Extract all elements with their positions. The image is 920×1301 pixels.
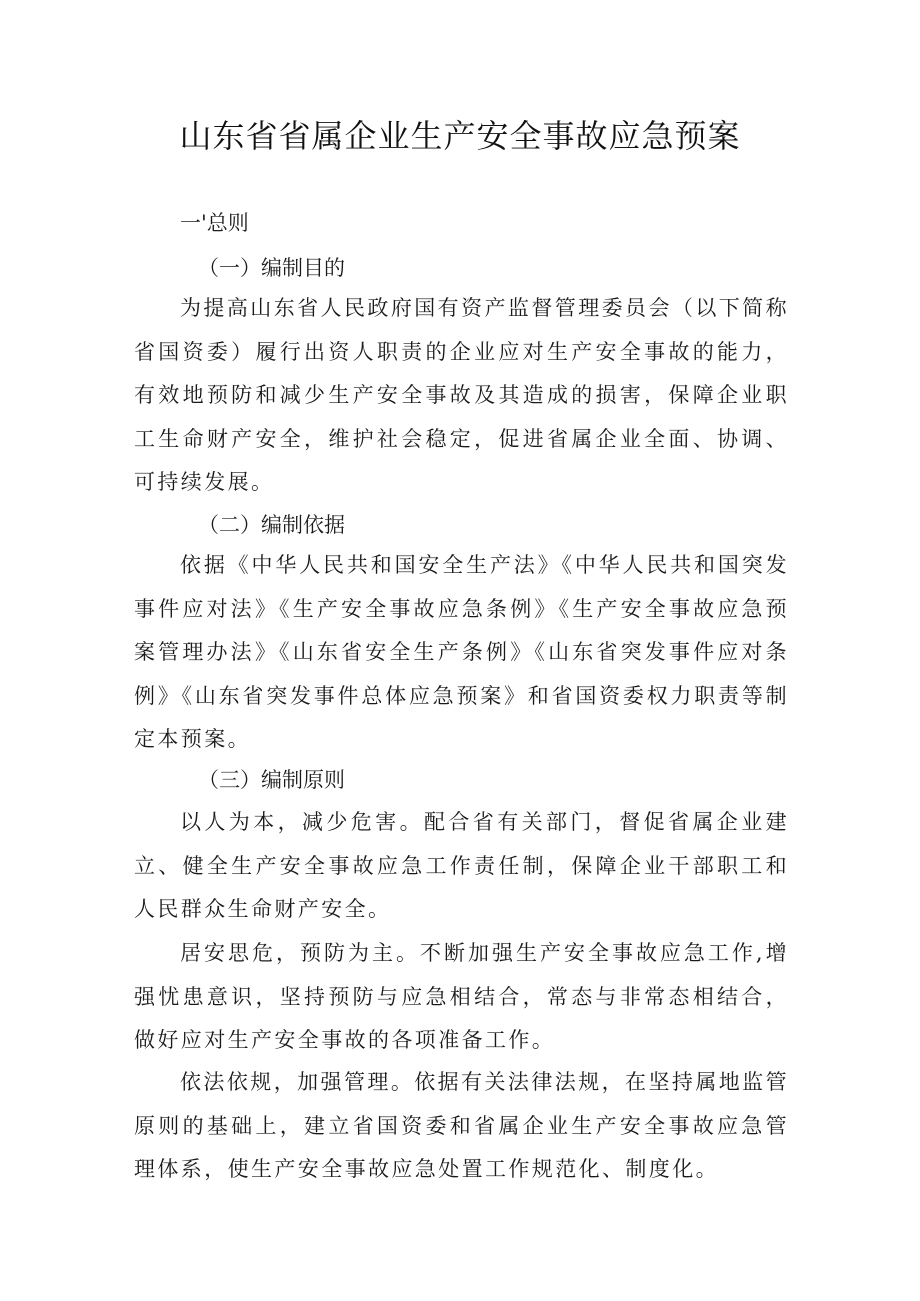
document-title: 山东省省属企业生产安全事故应急预案	[179, 117, 741, 155]
paragraph-purpose: 为提高山东省人民政府国有资产监督管理委员会（以下简称省国资委）履行出资人职责的企业应对生产安全事故的能力，有效地预防和减少生产安全事故及其造成的损害，保障企业职工生命财产安全，维护社会稳定，促进省属企业全面、协调、可持续发展。	[134, 296, 789, 494]
subsection-heading-purpose: （一）编制目的	[198, 256, 345, 280]
paragraph-basis: 依据《中华人民共和国安全生产法》《中华人民共和国突发事件应对法》《生产安全事故应急条例》《生产安全事故应急预案管理办法》《山东省安全生产条例》《山东省突发事件应对条例》《山东省突发事件总体应急预案》和省国资委权力职责等制定本预案。	[134, 553, 789, 751]
subsection-heading-principles: （三）编制原则	[198, 768, 345, 792]
paragraph-principle-law: 依法依规，加强管理。依据有关法律法规，在坚持属地监管原则的基础上，建立省国资委和省属企业生产安全事故应急管理体系，使生产安全事故应急处置工作规范化、制度化。	[134, 1070, 789, 1181]
subsection-heading-basis: （二）编制依据	[198, 513, 345, 537]
paragraph-principle-people: 以人为本，减少危害。配合省有关部门，督促省属企业建立、健全生产安全事故应急工作责任制，保障企业干部职工和人民群众生命财产安全。	[134, 810, 789, 921]
section-heading-general: 一'总则	[180, 211, 249, 235]
paragraph-principle-prevention: 居安思危，预防为主。不断加强生产安全事故应急工作,增强忧患意识，坚持预防与应急相结合，常态与非常态相结合，做好应对生产安全事故的各项准备工作。	[134, 941, 789, 1052]
